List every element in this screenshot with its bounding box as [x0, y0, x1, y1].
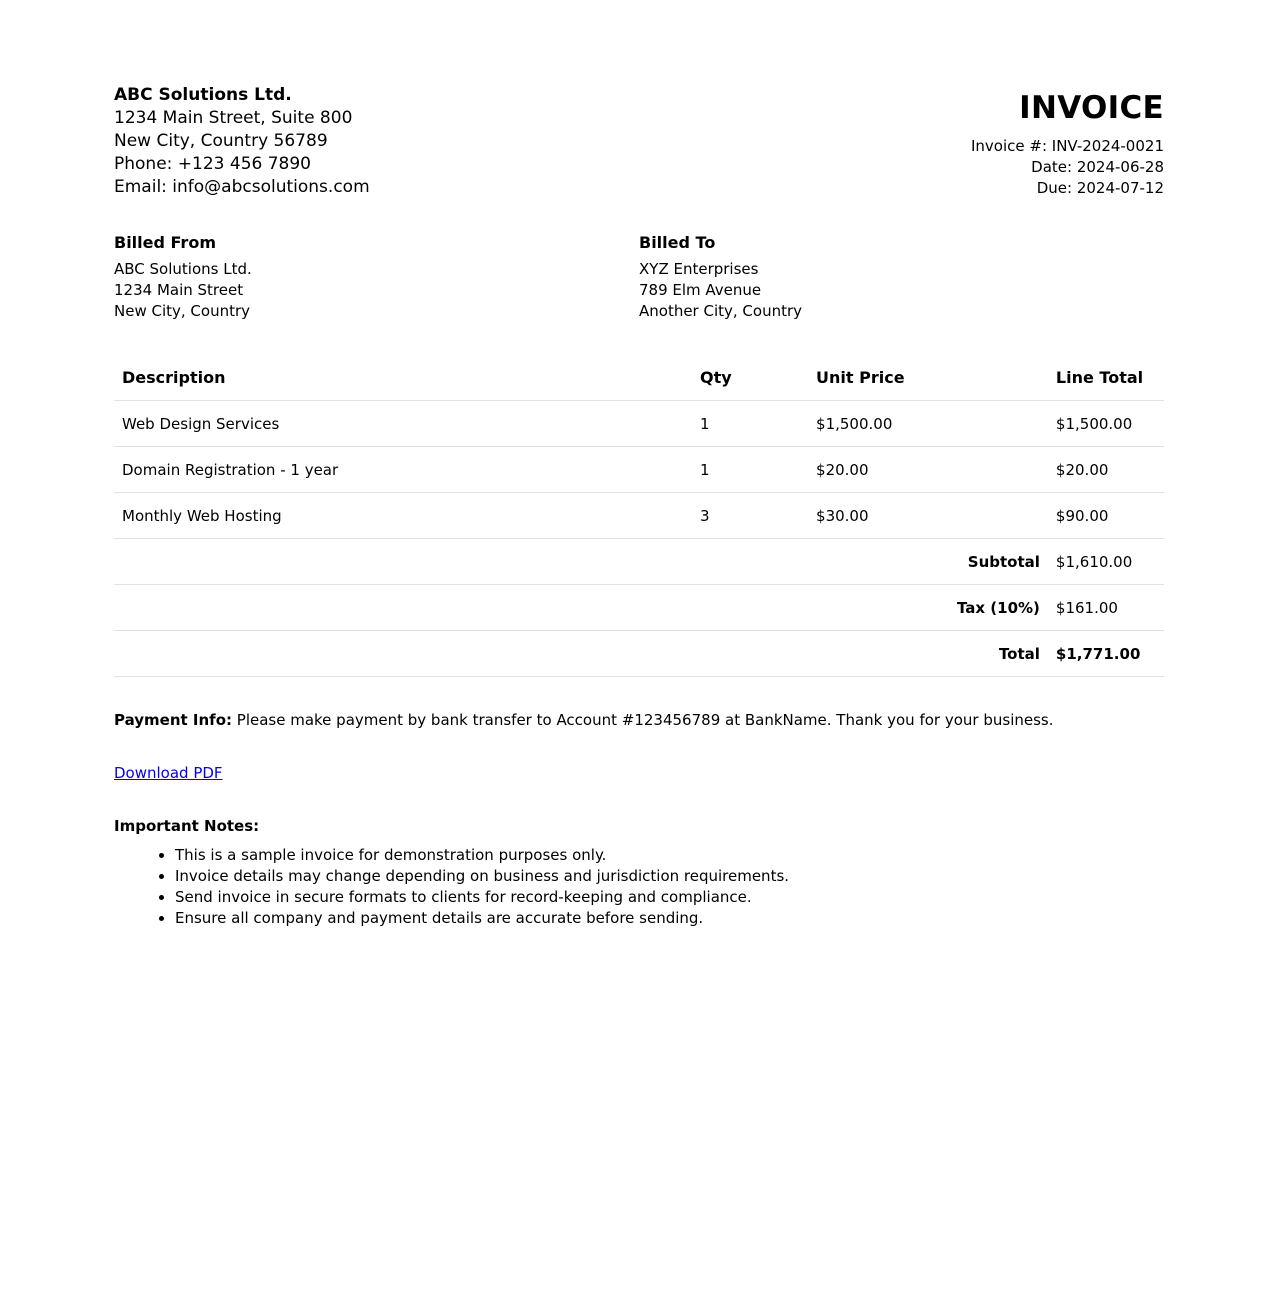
- billed-from-title: Billed From: [114, 233, 216, 252]
- invoice-header: [114, 84, 1164, 199]
- company-address-line1: 1234 Main Street, Suite 800: [114, 108, 353, 128]
- table-row: [114, 493, 1164, 539]
- table-row: [114, 401, 1164, 447]
- billed-from-line: New City, Country: [114, 302, 251, 320]
- cell-qty: 1: [692, 447, 808, 493]
- list-item: • Ensure all company and payment details are accurate before sending.: [175, 908, 1164, 929]
- cell-unit-price: $20.00: [808, 447, 1048, 493]
- company-email: Email: info@abcsolutions.com: [114, 177, 370, 197]
- list-item: • Invoice details may change depending on business and jurisdiction requirements.: [175, 866, 1164, 887]
- invoice-items-table: [114, 355, 1164, 677]
- subtotal-value: $1,610.00: [1048, 539, 1164, 585]
- company-name: ABC Solutions Ltd.: [114, 85, 292, 105]
- list-item: • This is a sample invoice for demonstration purposes only.: [175, 845, 1164, 866]
- payment-info-text: Please make payment by bank transfer to Account #123456789 at BankName. Thank you for your business.: [236, 711, 1054, 729]
- billed-from-line: ABC Solutions Ltd.: [114, 260, 252, 278]
- cell-unit-price: $30.00: [808, 493, 1048, 539]
- invoice-number: Invoice #: INV-2024-0021: [971, 137, 1164, 155]
- cell-qty: 1: [692, 401, 808, 447]
- total-label: Total: [114, 631, 1048, 677]
- billed-to-line: Another City, Country: [639, 302, 803, 320]
- cell-description: Web Design Services: [114, 401, 692, 447]
- invoice-due-date: Due: 2024-07-12: [1036, 179, 1164, 197]
- billed-to: [639, 232, 1164, 322]
- cell-description: Domain Registration - 1 year: [114, 447, 692, 493]
- cell-line-total: $1,500.00: [1048, 401, 1164, 447]
- total-row: [114, 631, 1164, 677]
- cell-unit-price: $1,500.00: [808, 401, 1048, 447]
- notes-title: Important Notes:: [114, 817, 260, 835]
- billed-from: [114, 232, 639, 322]
- notes-list: [114, 845, 1164, 929]
- subtotal-label: Subtotal: [114, 539, 1048, 585]
- cell-qty: 3: [692, 493, 808, 539]
- payment-info: [114, 710, 1164, 731]
- billed-to-line: 789 Elm Avenue: [639, 281, 762, 299]
- billed-to-line: XYZ Enterprises: [639, 260, 759, 278]
- cell-description: Monthly Web Hosting: [114, 493, 692, 539]
- invoice-meta: [971, 84, 1164, 199]
- tax-value: $161.00: [1048, 585, 1164, 631]
- invoice-page: [114, 0, 1164, 929]
- company-info: [114, 84, 370, 199]
- tax-label: Tax (10%): [114, 585, 1048, 631]
- subtotal-row: [114, 539, 1164, 585]
- billed-to-title: Billed To: [639, 233, 716, 252]
- cell-line-total: $90.00: [1048, 493, 1164, 539]
- column-header-qty: Qty: [692, 355, 808, 401]
- billing-section: [114, 232, 1164, 322]
- column-header-unit-price: Unit Price: [808, 355, 1048, 401]
- company-address-line2: New City, Country 56789: [114, 131, 328, 151]
- billed-from-line: 1234 Main Street: [114, 281, 244, 299]
- column-header-line-total: Line Total: [1048, 355, 1164, 401]
- table-header-row: [114, 355, 1164, 401]
- table-row: [114, 447, 1164, 493]
- column-header-description: Description: [114, 355, 692, 401]
- total-value: $1,771.00: [1048, 631, 1164, 677]
- invoice-title: INVOICE: [1019, 90, 1164, 126]
- list-item: • Send invoice in secure formats to clients for record-keeping and compliance.: [175, 887, 1164, 908]
- invoice-date: Date: 2024-06-28: [1031, 158, 1164, 176]
- company-phone: Phone: +123 456 7890: [114, 154, 312, 174]
- payment-info-label: Payment Info:: [114, 711, 232, 729]
- tax-row: [114, 585, 1164, 631]
- download-pdf-link[interactable]: Download PDF: [114, 764, 223, 782]
- cell-line-total: $20.00: [1048, 447, 1164, 493]
